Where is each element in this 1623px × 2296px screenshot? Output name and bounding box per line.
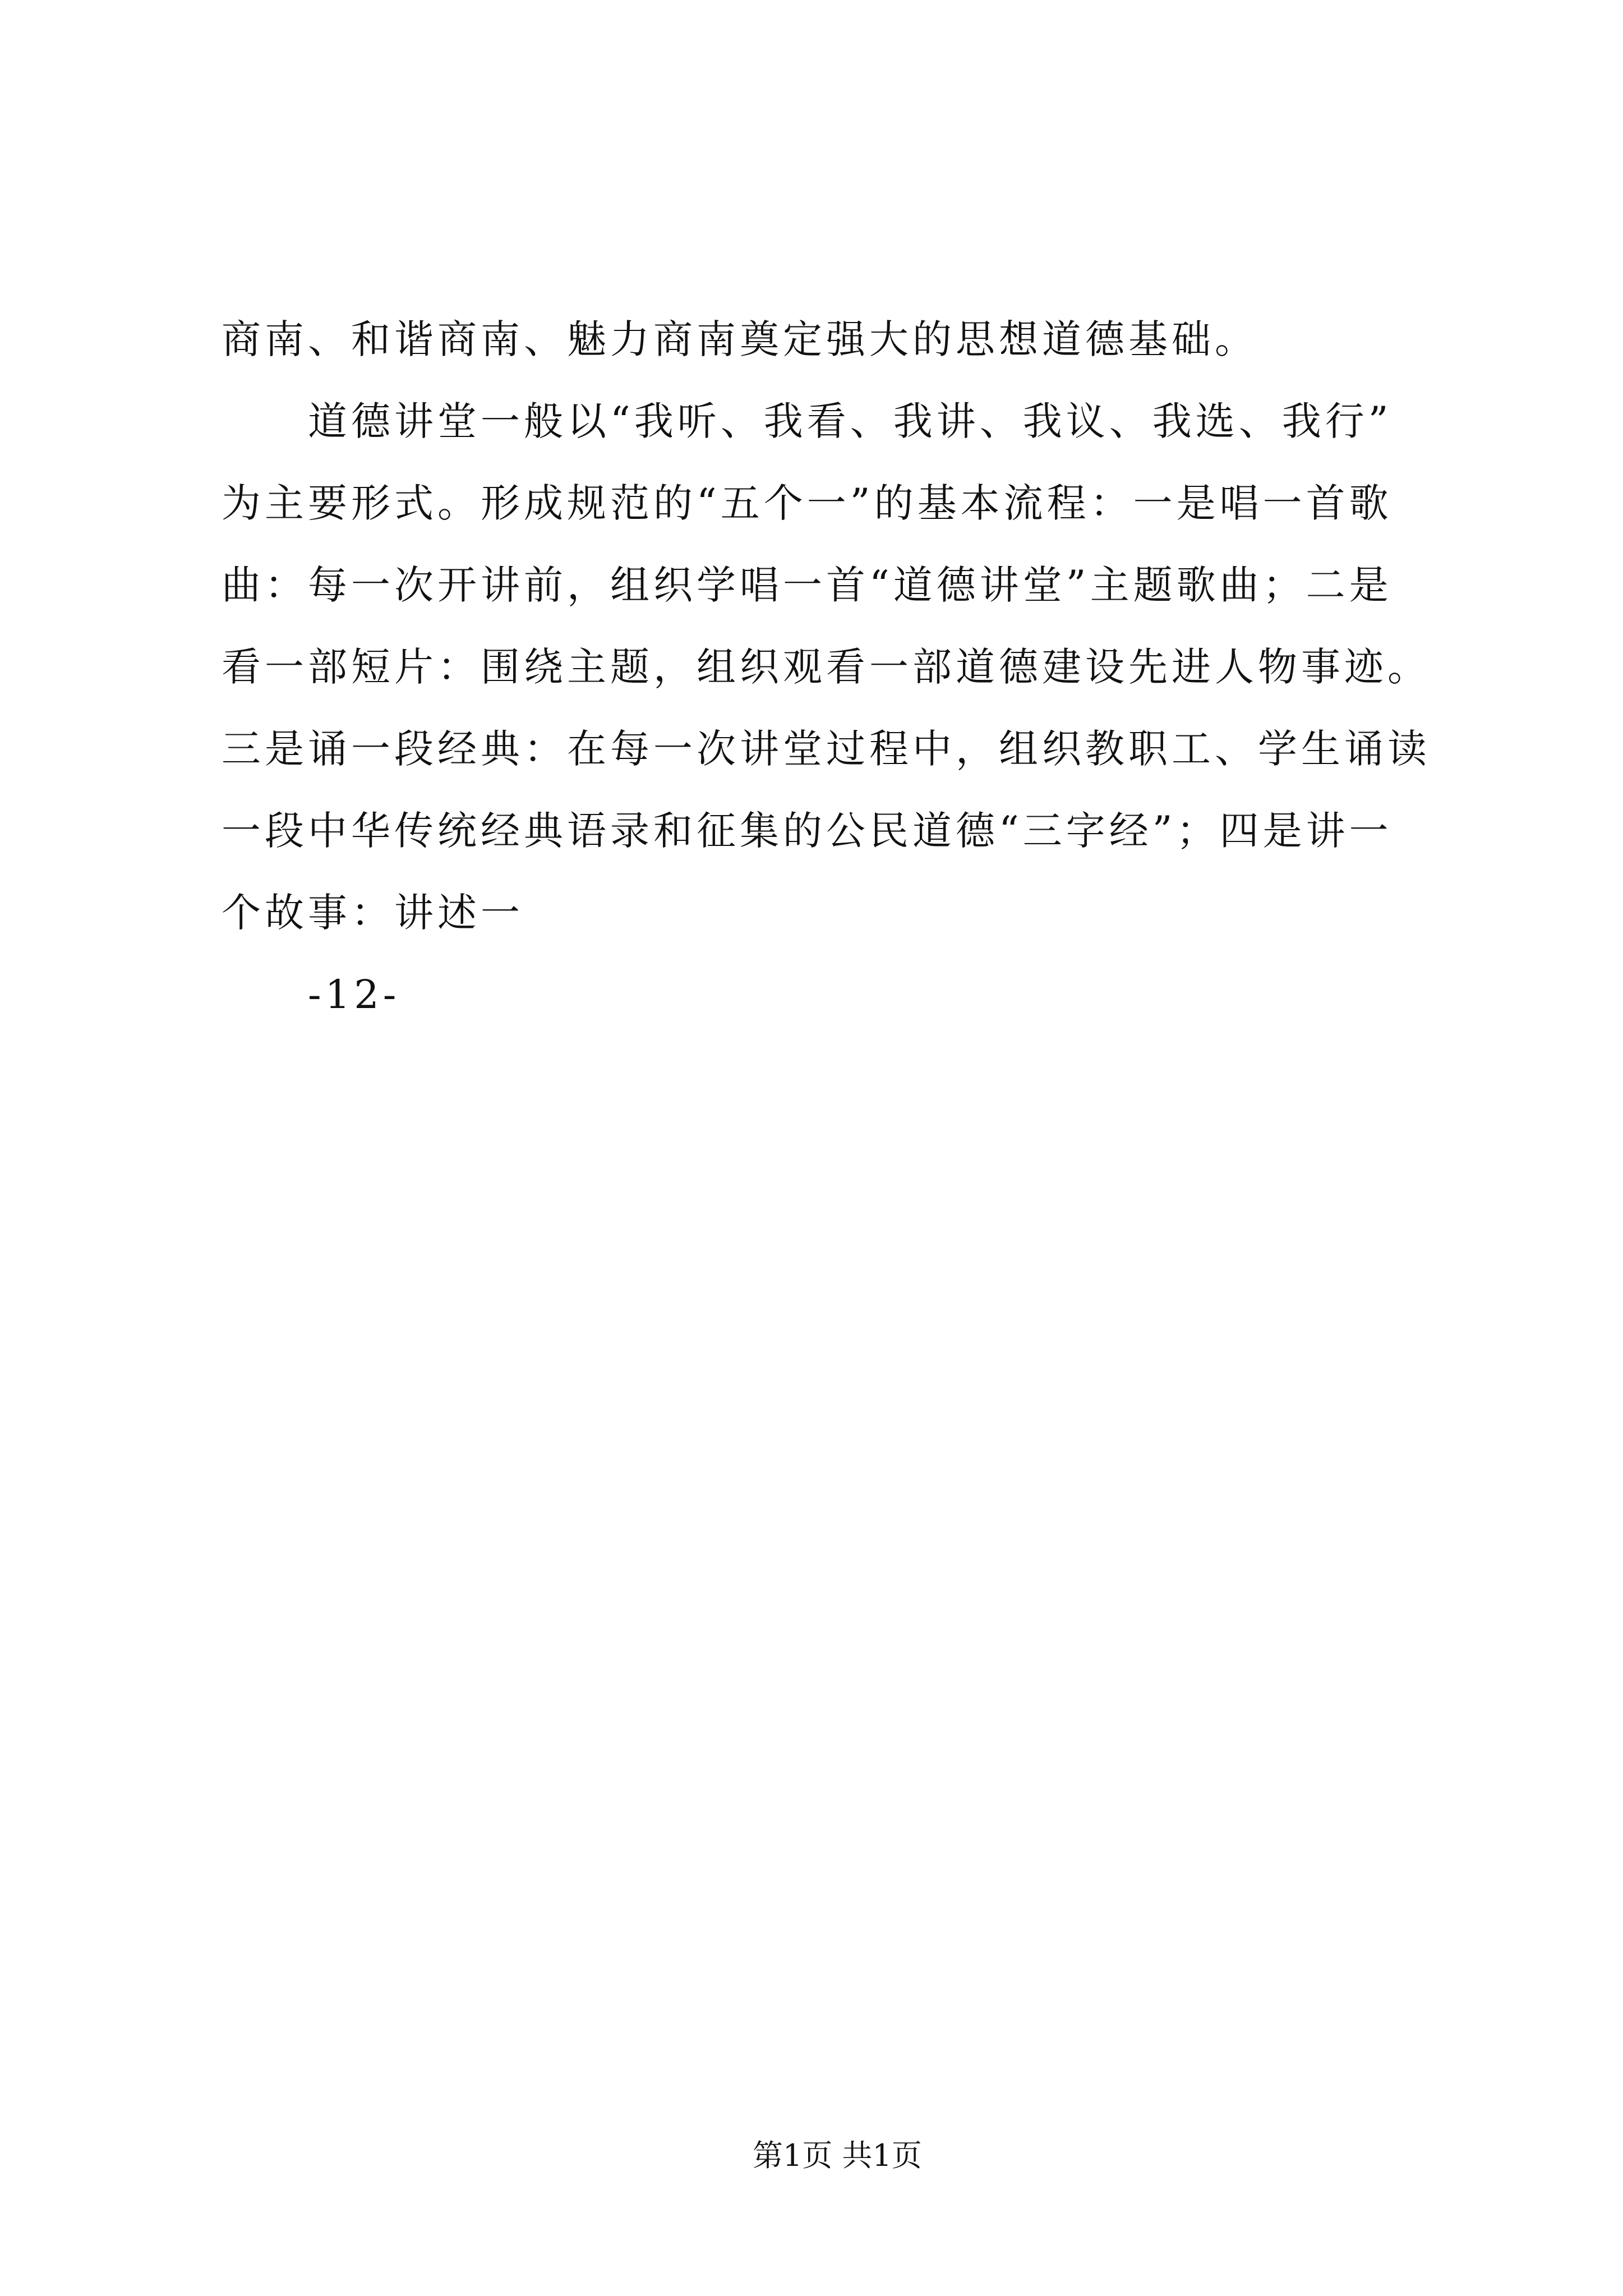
body-text-line: 商南、和谐商南、魅力商南奠定强大的思想道德基础。 xyxy=(222,316,1258,362)
body-text-line: 看一部短片：围绕主题，组织观看一部道德建设先进人物事迹。 xyxy=(222,644,1431,690)
page-footer-info: 第1页 共1页 xyxy=(753,2138,922,2173)
body-text-line: 道德讲堂一般以“我听、我看、我讲、我议、我选、我行” xyxy=(308,398,1393,444)
document-body xyxy=(222,298,1455,1036)
body-text-line: 三是诵一段经典：在每一次讲堂过程中，组织教职工、学生诵读 xyxy=(222,726,1431,772)
body-text-line: 个故事：讲述一 xyxy=(222,890,524,936)
body-text-line: 为主要形式。形成规范的“五个一”的基本流程：一是唱一首歌 xyxy=(222,480,1393,526)
body-text-line: 一段中华传统经典语录和征集的公民道德“三字经”；四是讲一 xyxy=(222,808,1393,854)
body-text-line: 曲：每一次开讲前，组织学唱一首“道德讲堂”主题歌曲；二是 xyxy=(222,562,1393,608)
inline-page-marker: -12- xyxy=(308,972,400,1018)
